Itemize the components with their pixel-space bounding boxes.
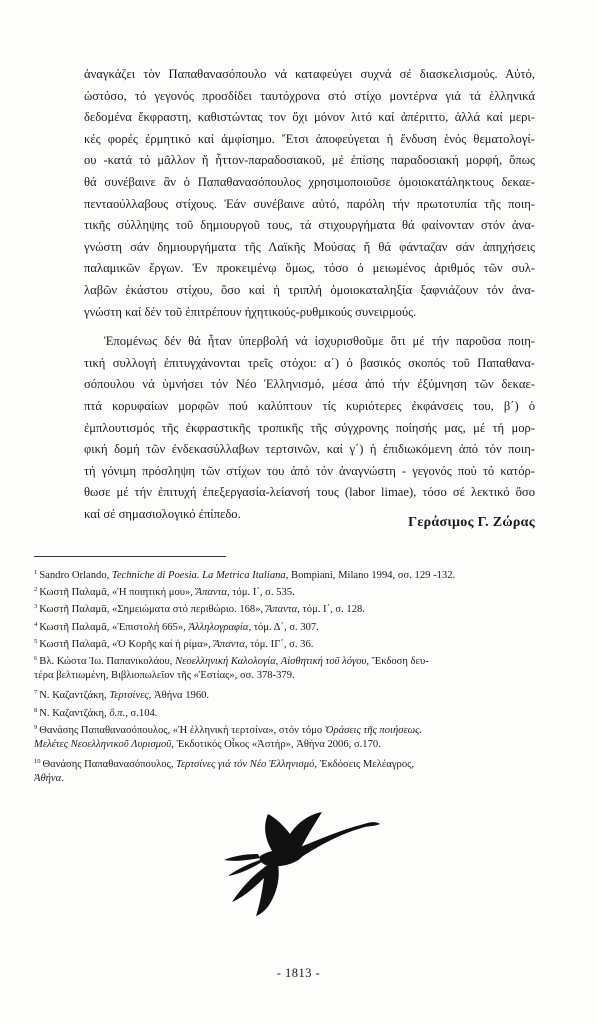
paragraph-2 bbox=[84, 331, 535, 525]
footnote-continuation: τέρα βελτιωμένη, Βιβλιοπωλεῖον τῆς «Ἑστίας», σσ. 378-379. bbox=[34, 670, 295, 682]
text-line: θωσε μέ τήν ἐπιτυχή ἐπεξεργασία-λείανσή τους (labor limae), τόσο σέ λεκτικό ὅσο bbox=[84, 485, 535, 500]
text-line: σόπουλου νά ὑμνήσει τόν Νέο Ἑλληνισμό, μέσα ἀπό τήν ἐξύμνηση τῶν δεκαε- bbox=[84, 377, 535, 392]
page-number: - 1813 - bbox=[276, 966, 321, 980]
footnote: $^{10}$ Θανάσης Παπαθανασόπουλος, Τερτσίνες γιά τόν Νέο Ἑλληνισμό, Ἐκδόσεις Μελέαγρος, bbox=[34, 758, 414, 771]
text-line: τικῆς σύλληψης τοῦ δημιουργοῦ τους, τά στιχουργήματα θά φαίνονταν στόν ἀνα- bbox=[84, 218, 535, 233]
footnote-continuation: Μελέτες Νεοελληνικοῦ Λυρισμοῦ, Ἐκδοτικός Οἶκος «Ἀστήρ», Ἀθήνα 2006, σ.170. bbox=[34, 738, 381, 750]
text-line: παλαμικῶν ἔργων. Ἐν προκειμένῳ ὅμως, τόσο ὁ μειωμένος ἀριθμός τῶν συλ- bbox=[84, 261, 535, 276]
text-line: γνώστη καί δέν τοῦ ἐπιτρέπουν ἠχητικούς-ρυθμικούς συνειρμούς. bbox=[84, 304, 417, 319]
text-line: φική δομή τῶν ἐνδεκασύλλαβων τερτσινῶν, καί γ΄) ἡ ἐπιδιωκόμενη ἀπό τόν ποιη- bbox=[84, 442, 535, 457]
text-line: ὡστόσο, τό γεγονός προσδίδει ταυτόχρονα στό στίχο μοντέρνα γιά τά ἑλληνικά bbox=[84, 88, 535, 103]
text-line: ἀναγκάζει τὸν Παπαθανασόπουλο νά καταφεύγει συχνά σέ διασκελισμούς. Αὐτό, bbox=[84, 67, 535, 81]
footnote: $^6$ Βλ. Κώστα Ἰω. Παπανικολάου, Νεοελληνική Καλολογία, Αἰσθητική τοῦ λόγου, Ἔκδοση δευ- bbox=[34, 654, 429, 667]
text-line: πτά κορυφαίων μορφῶν πού καλύπτουν τίς κυριότερες ἐκφάνσεις του, β΄) ὁ bbox=[84, 398, 535, 413]
text-line: κές φορές ἐρμητικό καί ἀμφίσημο. Ἔτσι ἀποφεύγεται ἡ ἔνδυση ἑνός θεματολογί- bbox=[84, 131, 535, 146]
text-line: Ἑπομένως δέν θά ἦταν ὑπερβολή νά ἰσχυρισθοῦμε ὅτι μέ τήν παροῦσα ποιη- bbox=[104, 334, 535, 349]
author-signature: Γεράσιμος Γ. Ζώρας bbox=[408, 515, 535, 530]
footnotes bbox=[34, 564, 540, 787]
text-line: δεδομένα ἔκφραστη, καθιστώντας τον ὄχι μόνον λιτό καί ἀπέριττο, ἀλλά καί μερι- bbox=[84, 110, 535, 125]
footnote: $^8$ Ν. Καζαντζάκη, ὅ.π., σ.104. bbox=[34, 706, 158, 719]
text-line: ἐμπλουτισμός τῆς ἐκφραστικῆς τροπικῆς τῆς σύγχρονης ποίησής μας, μέ τή μορ- bbox=[84, 420, 535, 435]
text-line: γνώστη σάν δημιουργήματα τῆς Λαϊκῆς Μούσας ἤ θά φάνταζαν σάν ἀπηχήσεις bbox=[84, 239, 535, 254]
footnote: $^9$ Θανάσης Παπαθανασόπουλος, «Ἡ ἑλληνική τερτσίνα», στόν τόμο Ὁράσεις τῆς ποιήσεως. bbox=[34, 723, 423, 736]
text-line: πενταούλλαβους στίχους. Ἐάν συνέβαινε αὐτό, παρόλη τήν πρωτοτυπία τῆς ποιη- bbox=[84, 196, 535, 211]
text-line: λαβῶν ἑκάστου στίχου, ὅσο καί ἡ τριπλή ὁμοιοκαταληξία ξαφνιάζουν τόν ἀνα- bbox=[84, 282, 535, 297]
footnote: $^3$ Κωστῆ Παλαμᾶ, «Σημειώματα στό περιθώριο. 168», Ἅπαντα, τόμ. Ι΄, σ. 128. bbox=[34, 603, 365, 616]
text-line: θά συνέβαινε ἂν ὁ Παπαθανασόπουλος χρησιμοποιοῦσε ὁμοιοκατάληκτους δεκαε- bbox=[84, 174, 535, 189]
text-line: τική συλλογή ἐπιτυγχάνονται τρεῖς στόχοι: α΄) ὁ βασικός σκοπός τοῦ Παπαθανα- bbox=[84, 355, 535, 370]
text-line: ου -κατά τό μᾶλλον ἤ ἧττον-παραδοσιακοῦ, μέ ἐπίσης παραδοσιακή μορφή, ὅπως bbox=[84, 153, 535, 168]
flying-crane-icon bbox=[218, 808, 386, 920]
text-line: καί σέ σημασιολογικό ἐπίπεδο. bbox=[84, 506, 241, 521]
footnote: $^5$ Κωστῆ Παλαμᾶ, «Ὁ Κορῆς καί ἡ ρίμα», Ἅπαντα, τόμ. ΙΓ΄, σ. 36. bbox=[34, 637, 314, 650]
footnote: $^2$ Κωστῆ Παλαμᾶ, «Ἡ ποιητική μου», Ἅπαντα, τόμ. Ι΄, σ. 535. bbox=[34, 586, 295, 599]
paragraph-1 bbox=[84, 64, 535, 323]
paragraph-spacer bbox=[84, 323, 535, 331]
text-line: τή γόνιμη πρόσληψη τῶν στίχων του ἀπό τόν ἀναγνώστη - γεγονός πού τό κατόρ- bbox=[84, 463, 535, 478]
footnote: $^4$ Κωστῆ Παλαμᾶ, «Ἐπιστολή 665», Ἀλληλογραφία, τόμ. Δ΄, σ. 307. bbox=[34, 620, 319, 633]
footnote-separator bbox=[34, 556, 226, 557]
footnote: $^7$ Ν. Καζαντζάκη, Τερτσίνες, Ἀθήνα 1960. bbox=[34, 689, 210, 702]
footnote-continuation: Ἀθήνα. bbox=[34, 773, 64, 785]
article-body bbox=[84, 64, 535, 525]
footnote: $^1$ Sandro Orlando, Techniche di Poesia. La Metrica Italiana, Bompiani, Milano 1994, σσ. 129 -132. bbox=[34, 569, 456, 581]
